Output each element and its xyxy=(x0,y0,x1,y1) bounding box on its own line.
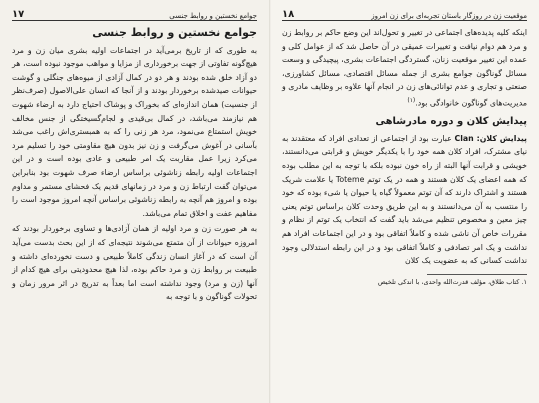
footnote-divider xyxy=(427,274,527,275)
page-header xyxy=(12,6,257,21)
term-lead: پیدایش کلان: Clan xyxy=(454,133,527,143)
paragraph: به طوری که از تاریخ برمی‌آید در اجتماعات اولیه بشری میان زن و مرد هیچ‌گونه تفاوتی از جهت برخورداری از مزایا و مواهب موجود نبوده است، هر دو آزاد خلق شده بودند و هر دو در کمال آزادی از میوه‌های جنگلی و گوشت حیوانات صیدشده برخوردار بودند و از آنجا که انسان علی‌الاصول (صرف‌نظر از جنسیت) همان اندازه‌ای که بخوراک و پوشاک احتیاج دارد به ارضاء شهوت هم نیازمند می‌باشد، در کمال بی‌قیدی و لجام‌گسیختگی از جنس مخالف خویش استمتاع می‌نمود، مرد هر زنی را که به همبستری‌اش راغب می‌شد بآسانی در آغوش می‌گرفت و زن نیز بدون هیچ مقاومتی خود را تسلیم مرد می‌کرد زیرا عمل مقاربت یک امر طبیعی و عادی بوده است و در این اجتماعات اولیه رابطه زناشوئی براساس ارضاء صرف شهوت بود بنابراین می‌توان گفت ارتباط زن و مرد در زمانهای قدیم یک فحشای مستمر و مداوم بوده و امروز هم آنچه به رابطه زناشوئی براساس آنچه امروز موجود است را مفاهیم عفت و اخلاق تمام می‌باشد. xyxy=(12,45,257,218)
page-number: ۱۷ xyxy=(12,9,25,20)
page-left xyxy=(0,0,269,403)
footnote-marker: (۱) xyxy=(407,96,416,104)
page-body xyxy=(282,26,527,268)
running-title: موقعیت زن در روزگار باستان تجربه‌ای برای زن امروز xyxy=(371,12,527,20)
paragraph: به هر صورت زن و مرد اولیه از همان آزادی‌ها و تساوی برخوردار بودند که امروزه حیوانات از آن متمتع می‌شوند نتیجه‌ای که از این بحث بدست می‌آید آن است که در آغاز انسان زندگی کاملاً طبیعی و دست نخورده‌ای داشته و طبیعت بر روابط زن و مرد حاکم بوده، لذا هیچ محدودیتی برای هیچ کدام از آنها (زن و مرد) وجود نداشته است اما بعداً به تدریج در اثر مرور زمان و تحولات گوناگون و با توجه به xyxy=(12,224,257,302)
running-title: جوامع نخستین و روابط جنسی xyxy=(169,12,257,20)
paragraph xyxy=(282,26,527,110)
page-body xyxy=(12,26,257,304)
page-right xyxy=(270,0,539,403)
section-title: جوامع نخستین و روابط جنسی xyxy=(92,26,257,39)
footnote: ۱. کتاب طلاق، مؤلف قدرت‌الله واحدی، با اندکی تلخیص xyxy=(377,277,527,286)
page-header xyxy=(282,6,527,21)
paragraph xyxy=(282,132,527,268)
paragraph-text: اینکه کلیه پدیده‌های اجتماعی در تغییر و تحول‌اند این وضع حاکم بر روابط زن و مرد هم دوام نیافت و تغییرات عمیقی در آن حاصل شد که از عوامل کلی و عمده این تغییر موقعیت زنان، گستردگی اجتماعات بشری، پیچیدگی و وسعت مسائل گوناگون جوامع بشری از جمله مسائل اقتصادی، مسائل کشاورزی، صنعتی و تجاری و عدم توانائی‌های زن در انجام آنها علاوه بر وظایف مادری و مدیریت‌های گوناگون خانوادگی بود. xyxy=(282,28,527,108)
paragraph-text: عبارت بود از اجتماعی از تعدادی افراد که معتقدند به نیای مشترک، افراد کلان همه خود را با یکدیگر خویش و قرابتی می‌دانستند، خویشی و قرابت آنها البته از راه خون نبوده بلکه با توجه به این مطلب بوده که همه اعضای یک کلان هستند و همه در یک توتم Toteme یا علامت شریک هستند و اشتراک دارند که آن توتم معمولاً گیاه یا حیوان یا شیء بوده که خود را منتسب به آن می‌دانستند و به این طریق وحدت کلان براساس توتم یعنی چیز معین و مخصوص تنظیم می‌شد باید گفت که انتخاب یک توتم از نظام و مقررات خاص آن ناشی شده و کاملاً اتفاقی بود و در این اجتماعات افراد هم نداشت و یک امر تصادفی و کاملاً اتفاقی بود و در این رابطه استدلالی وجود نداشت کسانی که به عضویت یک کلان xyxy=(282,133,527,266)
section-title: پیدایش کلان و دوره مادرشاهی xyxy=(375,116,527,128)
page-number: ۱۸ xyxy=(282,9,295,20)
